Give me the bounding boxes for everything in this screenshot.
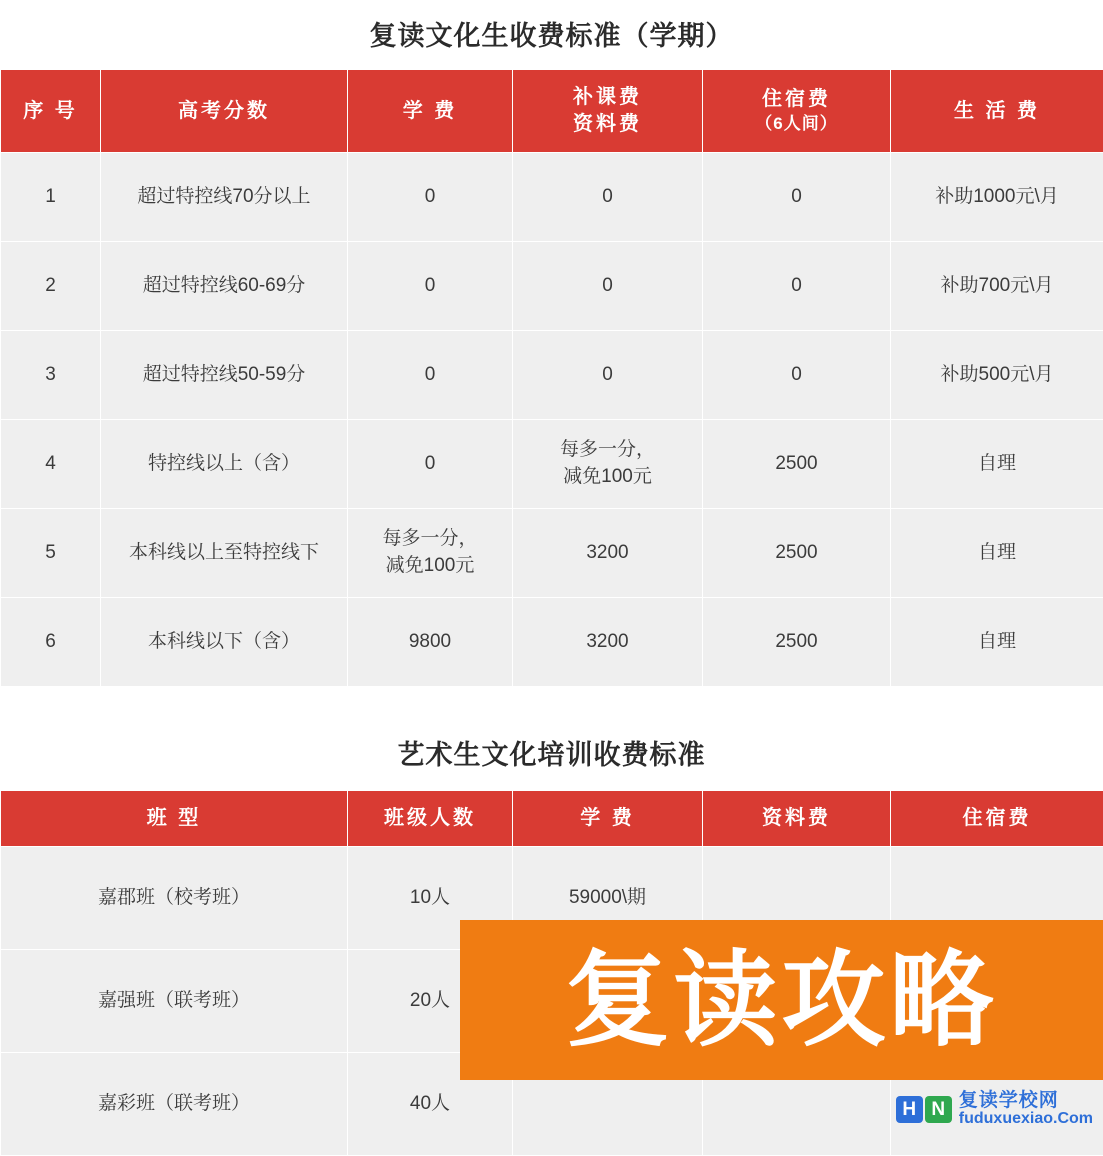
cell-dorm: 0 — [703, 242, 891, 331]
column-header-dorm-fee — [703, 70, 891, 153]
column-header-tuition: 学 费 — [348, 70, 513, 153]
page-title-section-1: 复读文化生收费标准（学期） — [0, 0, 1103, 69]
cell-tuition: 0 — [348, 242, 513, 331]
cell-dorm: 0 — [703, 331, 891, 420]
cell-class-size: 40人 — [348, 1053, 513, 1156]
cell-class-type: 嘉强班（联考班） — [1, 950, 348, 1053]
table-header-row — [1, 791, 1103, 847]
column-header-class-size: 班级人数 — [348, 791, 513, 847]
cell-score: 本科线以下（含） — [101, 598, 348, 687]
logo-letter-h: H — [896, 1096, 923, 1123]
cell-makeup: 3200 — [513, 598, 703, 687]
cell-tuition-line2: 减免100元 — [354, 553, 506, 580]
cell-living: 自理 — [891, 598, 1103, 687]
watermark-banner — [460, 920, 1103, 1080]
cell-score: 超过特控线60-69分 — [101, 242, 348, 331]
cell-score: 本科线以上至特控线下 — [101, 509, 348, 598]
cell-score: 超过特控线70分以上 — [101, 153, 348, 242]
cell-dorm: 2500 — [703, 420, 891, 509]
column-header-no: 序 号 — [1, 70, 101, 153]
cell-no: 1 — [1, 153, 101, 242]
cell-makeup: 0 — [513, 153, 703, 242]
table-row — [1, 153, 1103, 242]
cell-score: 超过特控线50-59分 — [101, 331, 348, 420]
cell-tuition: 0 — [348, 153, 513, 242]
column-header-living-fee: 生 活 费 — [891, 70, 1103, 153]
cell-class-size: 20人 — [348, 950, 513, 1053]
column-header-makeup-fee-line1: 补课费 — [517, 84, 698, 111]
cell-makeup: 0 — [513, 331, 703, 420]
cell-class-type: 嘉彩班（联考班） — [1, 1053, 348, 1156]
cell-dorm: 2500 — [703, 598, 891, 687]
column-header-dorm-fee-line1: 住宿费 — [707, 86, 886, 113]
cell-makeup-line2: 减免100元 — [519, 464, 696, 491]
cell-living: 补助500元\月 — [891, 331, 1103, 420]
site-logo-words — [959, 1091, 1093, 1128]
watermark-text: 复读攻略 — [565, 948, 997, 1052]
cell-tuition — [348, 509, 513, 598]
cell-tuition: 0 — [348, 331, 513, 420]
column-header-makeup-fee-line2: 资料费 — [517, 111, 698, 138]
fee-table-repeat-students — [0, 69, 1103, 687]
table-row — [1, 242, 1103, 331]
cell-class-type: 嘉郡班（校考班） — [1, 847, 348, 950]
cell-living: 自理 — [891, 509, 1103, 598]
cell-makeup: 3200 — [513, 509, 703, 598]
cell-makeup-line1: 每多一分， — [519, 437, 696, 464]
cell-makeup — [513, 420, 703, 509]
cell-tuition: 59000\期 — [513, 847, 703, 950]
cell-class-size: 10人 — [348, 847, 513, 950]
column-header-score: 高考分数 — [101, 70, 348, 153]
cell-no: 6 — [1, 598, 101, 687]
table-row — [1, 598, 1103, 687]
cell-makeup: 0 — [513, 242, 703, 331]
logo-letter-n: N — [925, 1096, 952, 1123]
table-row — [1, 420, 1103, 509]
cell-no: 5 — [1, 509, 101, 598]
cell-tuition: 9800 — [348, 598, 513, 687]
table-row — [1, 509, 1103, 598]
site-logo — [896, 1091, 1093, 1128]
cell-dorm: 2500 — [703, 509, 891, 598]
cell-living: 补助1000元\月 — [891, 153, 1103, 242]
column-header-material-fee: 资料费 — [703, 791, 891, 847]
cell-no: 3 — [1, 331, 101, 420]
cell-no: 4 — [1, 420, 101, 509]
column-header-class-type: 班 型 — [1, 791, 348, 847]
cell-living: 自理 — [891, 420, 1103, 509]
cell-tuition-line1: 每多一分， — [354, 526, 506, 553]
cell-tuition: 0 — [348, 420, 513, 509]
cell-score: 特控线以上（含） — [101, 420, 348, 509]
cell-no: 2 — [1, 242, 101, 331]
column-header-dorm-fee-line2: （6人间） — [707, 113, 886, 136]
table-row — [1, 331, 1103, 420]
cell-dorm: 0 — [703, 153, 891, 242]
column-header-makeup-fee — [513, 70, 703, 153]
site-name-en: fuduxuexiao.Com — [959, 1111, 1093, 1128]
site-name-cn: 复读学校网 — [959, 1091, 1093, 1111]
column-header-dorm-fee: 住宿费 — [891, 791, 1103, 847]
cell-living: 补助700元\月 — [891, 242, 1103, 331]
column-header-tuition: 学 费 — [513, 791, 703, 847]
table-header-row — [1, 70, 1103, 153]
site-logo-icon — [896, 1096, 952, 1123]
page-title-section-2: 艺术生文化培训收费标准 — [0, 687, 1103, 790]
